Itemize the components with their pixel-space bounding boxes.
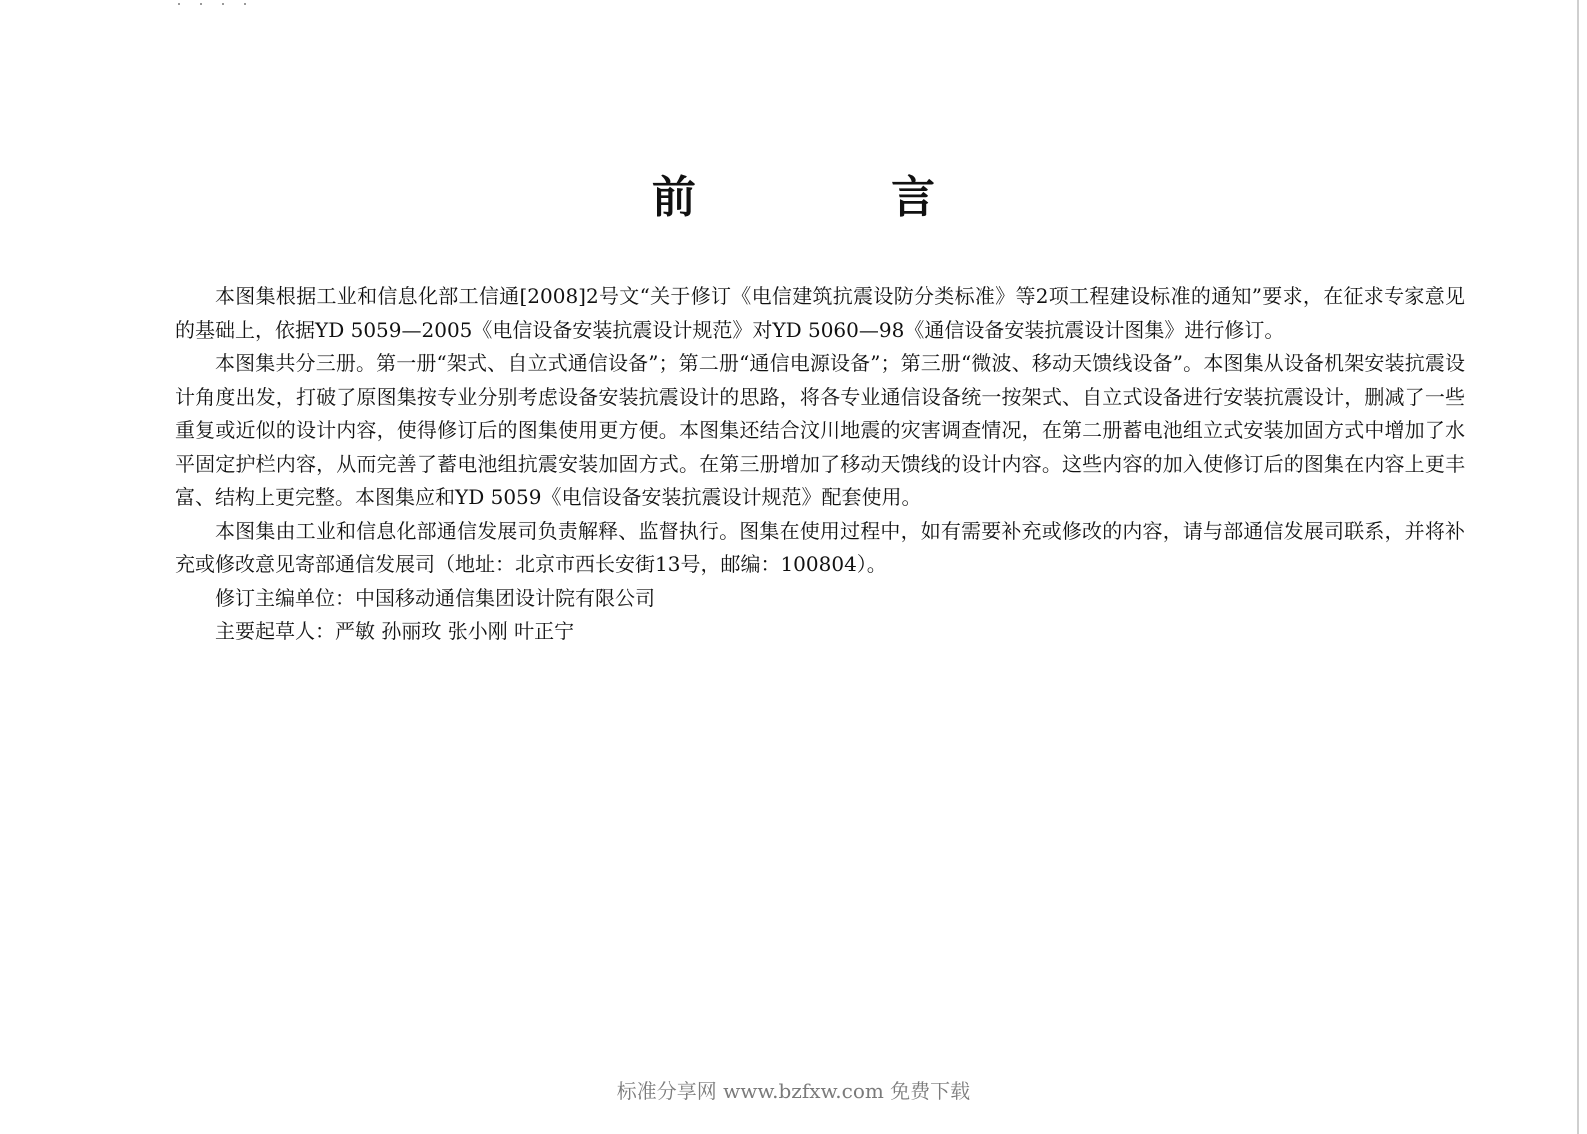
preface-body	[175, 280, 1465, 649]
editor-unit-line: 修订主编单位：中国移动通信集团设计院有限公司	[215, 585, 655, 610]
page-title: 前 言	[651, 172, 1026, 223]
drafters-line: 主要起草人：严敏 孙丽玫 张小刚 叶正宁	[215, 619, 575, 643]
footer-watermark: 标准分享网 www.bzfxw.com 免费下载	[616, 1079, 971, 1103]
scan-corner-mark	[178, 3, 298, 5]
paragraph-volumes: 本图集共分三册。第一册“架式、自立式通信设备”；第二册“通信电源设备”；第三册“微波、移动天馈线设备”。本图集从设备机架安装抗震设计角度出发，打破了原图集按专业分别考虑设备安装抗震设计的思路，将各专业通信设备统一按架式、自立式设备进行安装抗震设计，删减了一些重复或近似的设计内容，使得修订后的图集使用更方便。本图集还结合汶川地震的灾害调查情况，在第二册蓄电池组立式安装加固方式中增加了水平固定护栏内容，从而完善了蓄电池组抗震安装加固方式。在第三册增加了移动天馈线的设计内容。这些内容的加入使修订后的图集在内容上更丰富、结构上更完整。本图集应和YD 5059《电信设备安装抗震设计规范》配套使用。	[175, 351, 1465, 509]
paragraph-revision-basis: 本图集根据工业和信息化部工信通[2008]2号文“关于修订《电信建筑抗震设防分类标准》等2项工程建设标准的通知”要求，在征求专家意见的基础上，依据YD 5059—2005《电信设备安装抗震设计规范》对YD 5060—98《通信设备安装抗震设计图集》进行修订。	[175, 284, 1465, 342]
paragraph-interpretation: 本图集由工业和信息化部通信发展司负责解释、监督执行。图集在使用过程中，如有需要补充或修改的内容，请与部通信发展司联系，并将补充或修改意见寄部通信发展司（地址：北京市西长安街13号，邮编：100804）。	[175, 518, 1465, 576]
